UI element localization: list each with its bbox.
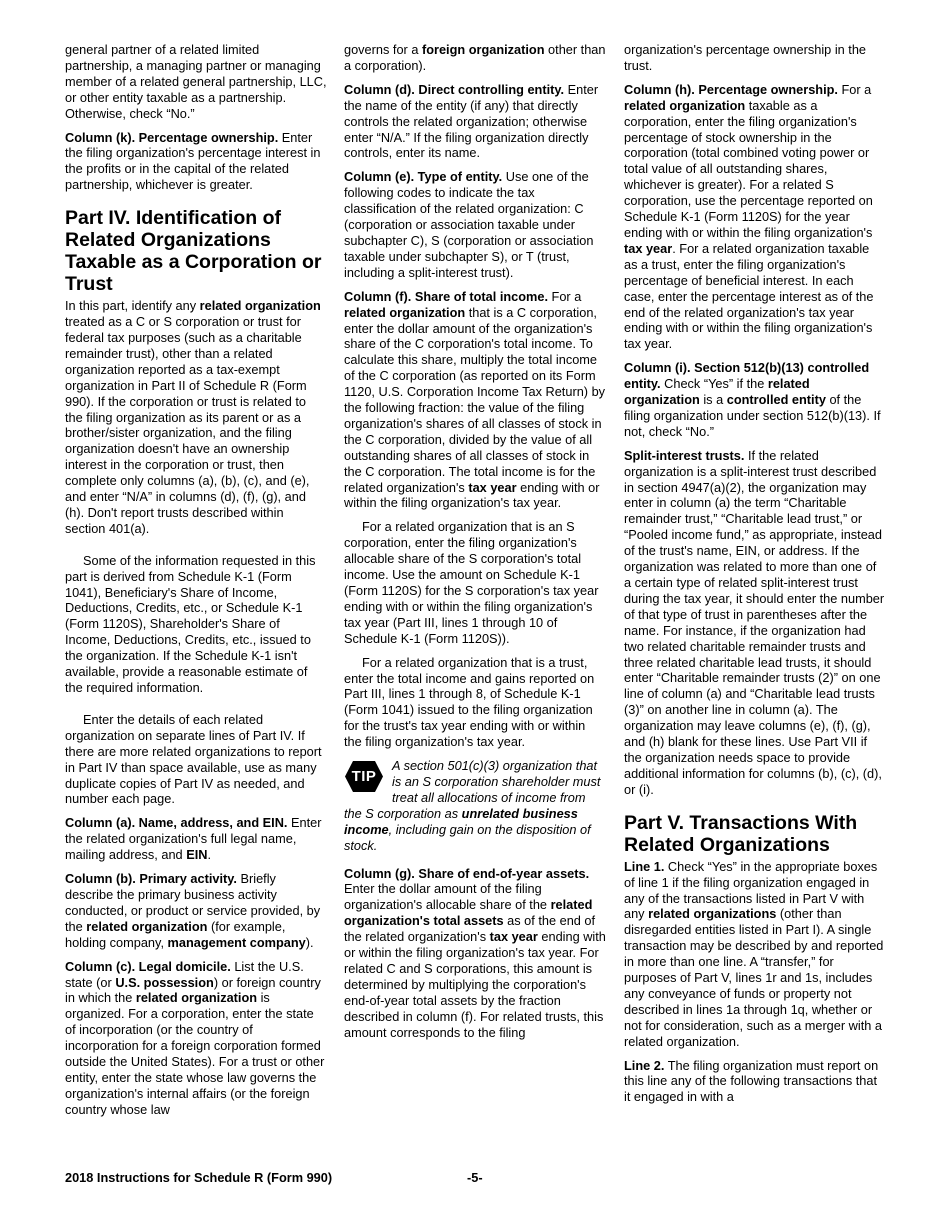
column-c-paragraph: Column (c). Legal domicile. List the U.S. state (or U.S. possession) or foreign country in which the related organization is organized. For a corporation, enter the state of incorporation (or the country of incorporation for a foreign corporation formed outside the United States). For a trust or other entity, enter the state whose law governs the organization's internal affairs (or the foreign country whose law	[65, 958, 325, 1117]
column-i-heading: Column (i). Section 512(b)(13) controlled entity.	[624, 360, 870, 392]
column-g-heading: Column (g). Share of end-of-year assets.	[344, 865, 590, 881]
column-2	[344, 42, 606, 1048]
column-a-paragraph: Column (a). Name, address, and EIN. Enter the related organization's full legal name, mailing address, and EIN.	[65, 815, 322, 863]
column-h-heading: Column (h). Percentage ownership.	[624, 81, 838, 97]
tip-callout: TIP A section 501(c)(3) organization that is an S corporation shareholder must treat all allocations of income from the S corporation as unrelated business income, including gain on the disposition of stock.	[344, 758, 601, 853]
column-g-paragraph: Column (g). Share of end-of-year assets. Enter the dollar amount of the filing organization's allocable share of the related organization's total assets as of the end of the related organization's tax year ending with or within the filing organization's tax year. For related C and S corporations, this amount is determined by multiplying the corporation's end-of-year total assets by the fraction described in column (f). For related trusts, this amount corresponds to the filing	[344, 865, 606, 1040]
column-f-heading: Column (f). Share of total income.	[344, 288, 549, 304]
column-k-paragraph: Column (k). Percentage ownership. Enter the filing organization's percentage interest in the profits or in the capital of the related partnership, whichever is greater.	[65, 129, 321, 193]
column-i-paragraph: Column (i). Section 512(b)(13) controlled entity. Check “Yes” if the related organization is a controlled entity of the filing organization under section 512(b)(13). If not, check “No.”	[624, 360, 881, 439]
schedule-k1-paragraph: Some of the information requested in this part is derived from Schedule K-1 (Form 1041), Beneficiary's Share of Income, Deductions, Credits, etc., or Schedule K-1 (Form 1120S), Shareholder's Share of Income, Deductions, Credits, etc., issued to the organization. If the Schedule K-1 isn't available, provide a reasonable estimate of the required information.	[65, 552, 316, 695]
column-c-heading: Column (c). Legal domicile.	[65, 958, 231, 974]
trust-paragraph: For a related organization that is a trust, enter the total income and gains reported on Part III, lines 1 through 8, of Schedule K-1 (Form 1041) issued to the filing organization for the trust's tax year ending with or within the filing organization's tax year.	[344, 654, 595, 750]
tip-icon	[344, 760, 384, 793]
split-interest-heading: Split-interest trusts.	[624, 447, 745, 463]
details-paragraph: Enter the details of each related organization on separate lines of Part IV. If there are more related organizations to report in Part IV than space available, use as many duplicate copies of Part IV as needed, and number each page.	[65, 711, 322, 807]
split-interest-paragraph: Split-interest trusts. If the related organization is a split-interest trust described in section 4947(a)(2), the organization may enter in column (a) the term “Charitable remainder trust,” “Charitable lead trust,” or “Pooled income fund,” as appropriate, instead of the trust's name, EIN, or address. If the organization was related to more than one of a certain type of related split-interest trust during the tax year, it should enter the number of that type of trust in parentheses after the name. For instance, if the organization had two related charitable remainder trusts and three related charitable lead trusts, it should enter “Charitable remainder trusts (2)” on one line of column (a) and “Charitable lead trusts (3)” on another line in column (a). The organization may leave columns (e), (f), (g), and (h) blank for these lines. Use Part VII if the organization needs space to provide additional information for columns (b), (c), (d), or (i).	[624, 447, 885, 797]
s-corporation-paragraph: For a related organization that is an S corporation, enter the filing organization's allocable share of the S corporation's total income. Use the amount on Schedule K-1 (Form 1120S) for the S corporation's tax year ending with or within the filing organization's tax year (Part III, lines 1 through 10 of Schedule K-1 (Form 1120S)).	[344, 519, 599, 646]
continued-paragraph: governs for a foreign organization other than a corporation).	[344, 42, 606, 73]
column-1	[65, 42, 327, 1126]
column-e-paragraph: Column (e). Type of entity. Use one of the following codes to indicate the tax classification of the related organization: C (corporation or association taxable under subchapter C), S (corporation or association taxable under subchapter S), or T (trust, including a split-interest trust).	[344, 169, 594, 280]
part-iv-intro: In this part, identify any related organization treated as a C or S corporation or trust for federal tax purposes (such as a charitable remainder trust), other than a related organization reported as a tax-exempt organization in Part II of Schedule R (Form 990). If the corporation or trust is related to the filing organization as its parent or as a brother/sister organization, and the filing organization doesn't have an ownership interest in the corporation or trust, then complete only columns (a), (b), (c), and (e), and enter “N/A” in columns (d), (f), (g), and (h). Don't report trusts described within section 401(a).	[65, 298, 321, 536]
line-2-heading: Line 2.	[624, 1057, 665, 1073]
line-1-heading: Line 1.	[624, 858, 665, 874]
footer-document-title: 2018 Instructions for Schedule R (Form 990)	[65, 1170, 333, 1185]
page-number: -5-	[467, 1170, 483, 1185]
continued-paragraph: general partner of a related limited partnership, a managing partner or managing member of a related general partnership, LLC, or other entity taxable as a partnership. Otherwise, check “No.”	[65, 42, 327, 121]
column-a-heading: Column (a). Name, address, and EIN.	[65, 815, 288, 831]
column-b-heading: Column (b). Primary activity.	[65, 871, 237, 887]
part-iv-heading: Part IV. Identification of Related Organizations Taxable as a Corporation or Trust	[65, 207, 322, 296]
column-k-heading: Column (k). Percentage ownership.	[65, 129, 279, 145]
column-e-heading: Column (e). Type of entity.	[344, 169, 503, 185]
tip-label: TIP	[351, 768, 377, 786]
page-footer	[65, 1170, 885, 1186]
column-3	[624, 42, 886, 1113]
column-d-heading: Column (d). Direct controlling entity.	[344, 81, 565, 97]
line-2-paragraph: Line 2. The filing organization must report on this line any of the following transactions that it engaged in with a	[624, 1057, 879, 1105]
column-d-paragraph: Column (d). Direct controlling entity. Enter the name of the entity (if any) that directly controls the related organization; otherwise enter “N/A.” If the filing organization directly controls, enter its name.	[344, 81, 599, 161]
column-h-paragraph: Column (h). Percentage ownership. For a related organization taxable as a corporation, enter the filing organization's percentage of stock ownership in the corporation (total combined voting power or total value of all outstanding shares, whichever is greater). For a related S corporation, use the percentage reported on Schedule K-1 (Form 1120S) for the year ending with or within the filing organization's tax year. For a related organization taxable as a trust, enter the filing organization's percentage of beneficial interest. In each case, enter the percentage interest as of the end of the related organization's tax year ending with or within the filing organization's tax year.	[624, 81, 874, 352]
column-f-paragraph: Column (f). Share of total income. For a related organization that is a C corporation, enter the dollar amount of the organization's share of the C corporation's total income. To calculate this share, multiply the total income of the C corporation (as reported on its Form 1120, U.S. Corporation Income Tax Return) by the following fraction: the value of the filing organization's shares of all classes of stock in the C corporation, divided by the value of all outstanding shares of all classes of stock in the C corporation. The total income is for the related organization's tax year ending with or within the filing organization's tax year.	[344, 288, 606, 511]
part-v-heading: Part V. Transactions With Related Organizations	[624, 811, 858, 856]
line-1-paragraph: Line 1. Check “Yes” in the appropriate boxes of line 1 if the filing organization engaged in any of the transactions listed in Part V with any related organizations (other than disregarded entities listed in Part I). A single transaction may be described by and reported in more than one line. A “transfer,” for purposes of Part V, lines 1r and 1s, includes any conveyance of funds or property not described in lines 1a through 1q, whether or not for consideration, such as a merger with a related organization.	[624, 858, 884, 1049]
continued-paragraph: organization's percentage ownership in the trust.	[624, 42, 867, 73]
column-b-paragraph: Column (b). Primary activity. Briefly describe the primary business activity conducted, or product or service provided, by the related organization (for example, holding company, management company).	[65, 871, 321, 950]
